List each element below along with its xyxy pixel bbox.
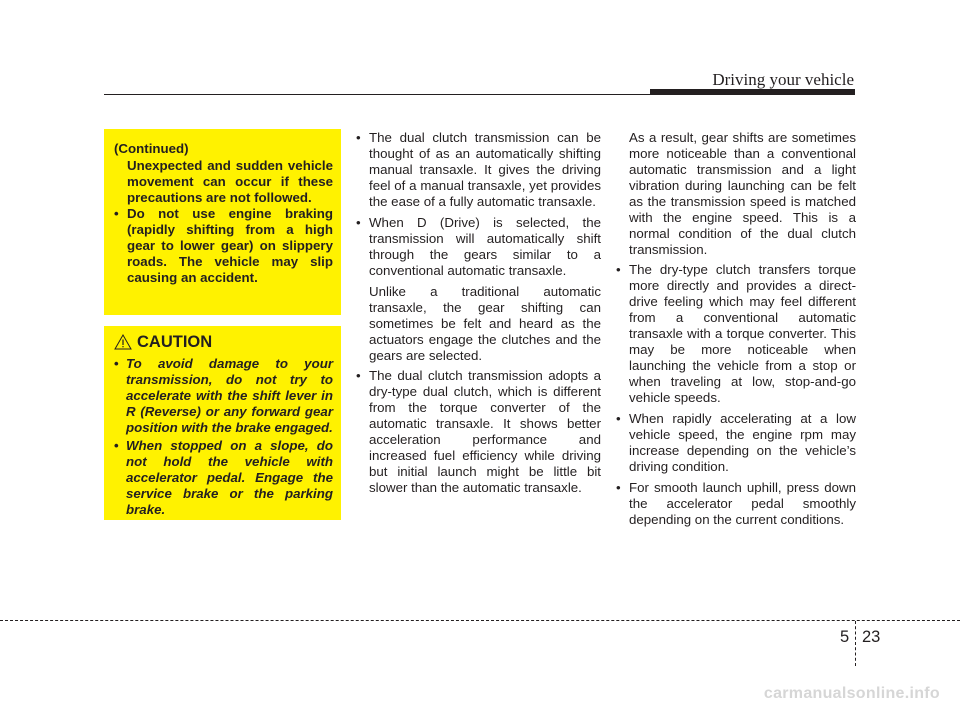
paragraph: As a result, gear shifts are sometimes more noticeable than a conventional automatic transmission and a light vibration during launching can be felt as the transmission speed is matched with the engine speed. This is a normal condition of the dual clutch transmission. [629,130,856,257]
list-item [616,480,856,528]
list-item [356,130,601,210]
list-item [356,215,601,279]
list-item [114,356,333,436]
bullet-icon: • [616,262,621,277]
bullet-icon: • [616,411,621,426]
text-column-right [616,130,856,528]
continued-label: (Continued) [114,141,189,156]
list-item-text: When D (Drive) is selected, the transmission will automatically shift through the gears similar to a conventional automatic transaxle. [369,215,601,278]
list-item-text: Do not use engine braking (rapidly shifting from a high gear to lower gear) on slippery roads. The vehicle may slip causing an accident. [127,206,333,285]
bullet-icon: • [114,438,119,453]
bullet-icon: • [616,480,621,495]
list-item-text: When rapidly accelerating at a low vehicle speed, the engine rpm may increase depending on the vehicle’s driving condition. [629,411,856,474]
list-item [114,206,333,286]
page-number: 23 [862,628,881,646]
list-item-text: To avoid damage to your transmission, do not try to accelerate with the shift lever in R (Reverse) or any forward gear position with the brake engaged. [126,356,333,435]
footer-page-divider [855,621,856,666]
list-item-text: The dual clutch transmission can be thought of as an automatically shifting manual transaxle. It gives the driving feel of a manual transaxle, yet provides the ease of a fully automatic transaxle. [369,130,601,209]
list-item-text: For smooth launch uphill, press down the accelerator pedal smoothly depending on the current conditions. [629,480,856,527]
bullet-icon: • [356,130,361,145]
list-item [616,411,856,475]
caution-box [104,326,341,520]
paragraph: Unlike a traditional automatic transaxle, the gear shifting can sometimes be felt and heard as the actuators engage the clutches and the gears are selected. [369,284,601,363]
bullet-icon: • [356,368,361,383]
list-item [616,262,856,406]
chapter-number: 5 [840,628,850,646]
bullet-icon: • [356,215,361,230]
section-title: Driving your vehicle [712,70,854,89]
list-item [356,368,601,496]
list-item-text: The dual clutch transmission adopts a dry-type dual clutch, which is different from the torque converter of the automatic transaxle. It shows better acceleration performance and increased fuel efficiency while driving but initial launch might be little bit slower than the automatic transaxle. [369,368,601,495]
continued-intro: Unexpected and sudden vehicle movement can occur if these precautions are not followed. [127,158,333,205]
footer-dashed-rule [0,620,960,621]
warning-triangle-icon [114,334,132,350]
bullet-icon: • [114,206,119,221]
caution-header [114,334,333,350]
list-item-text: The dry-type clutch transfers torque more directly and provides a direct-drive feeling which may feel different from a conventional automatic transaxle with a torque converter. This may be more noticeable when launching the vehicle from a stop or when traveling at low, stop-and-go vehicle speeds. [629,262,856,405]
list-item-text: When stopped on a slope, do not hold the vehicle with accelerator pedal. Engage the service brake or the parking brake. [126,438,333,517]
list-item [114,438,333,518]
watermark: carmanualsonline.info [763,685,940,702]
header-tab-bar [650,89,855,95]
continued-warning-box [104,129,341,315]
caution-title: CAUTION [137,333,213,351]
bullet-icon: • [114,356,119,371]
text-column-middle [356,130,601,496]
